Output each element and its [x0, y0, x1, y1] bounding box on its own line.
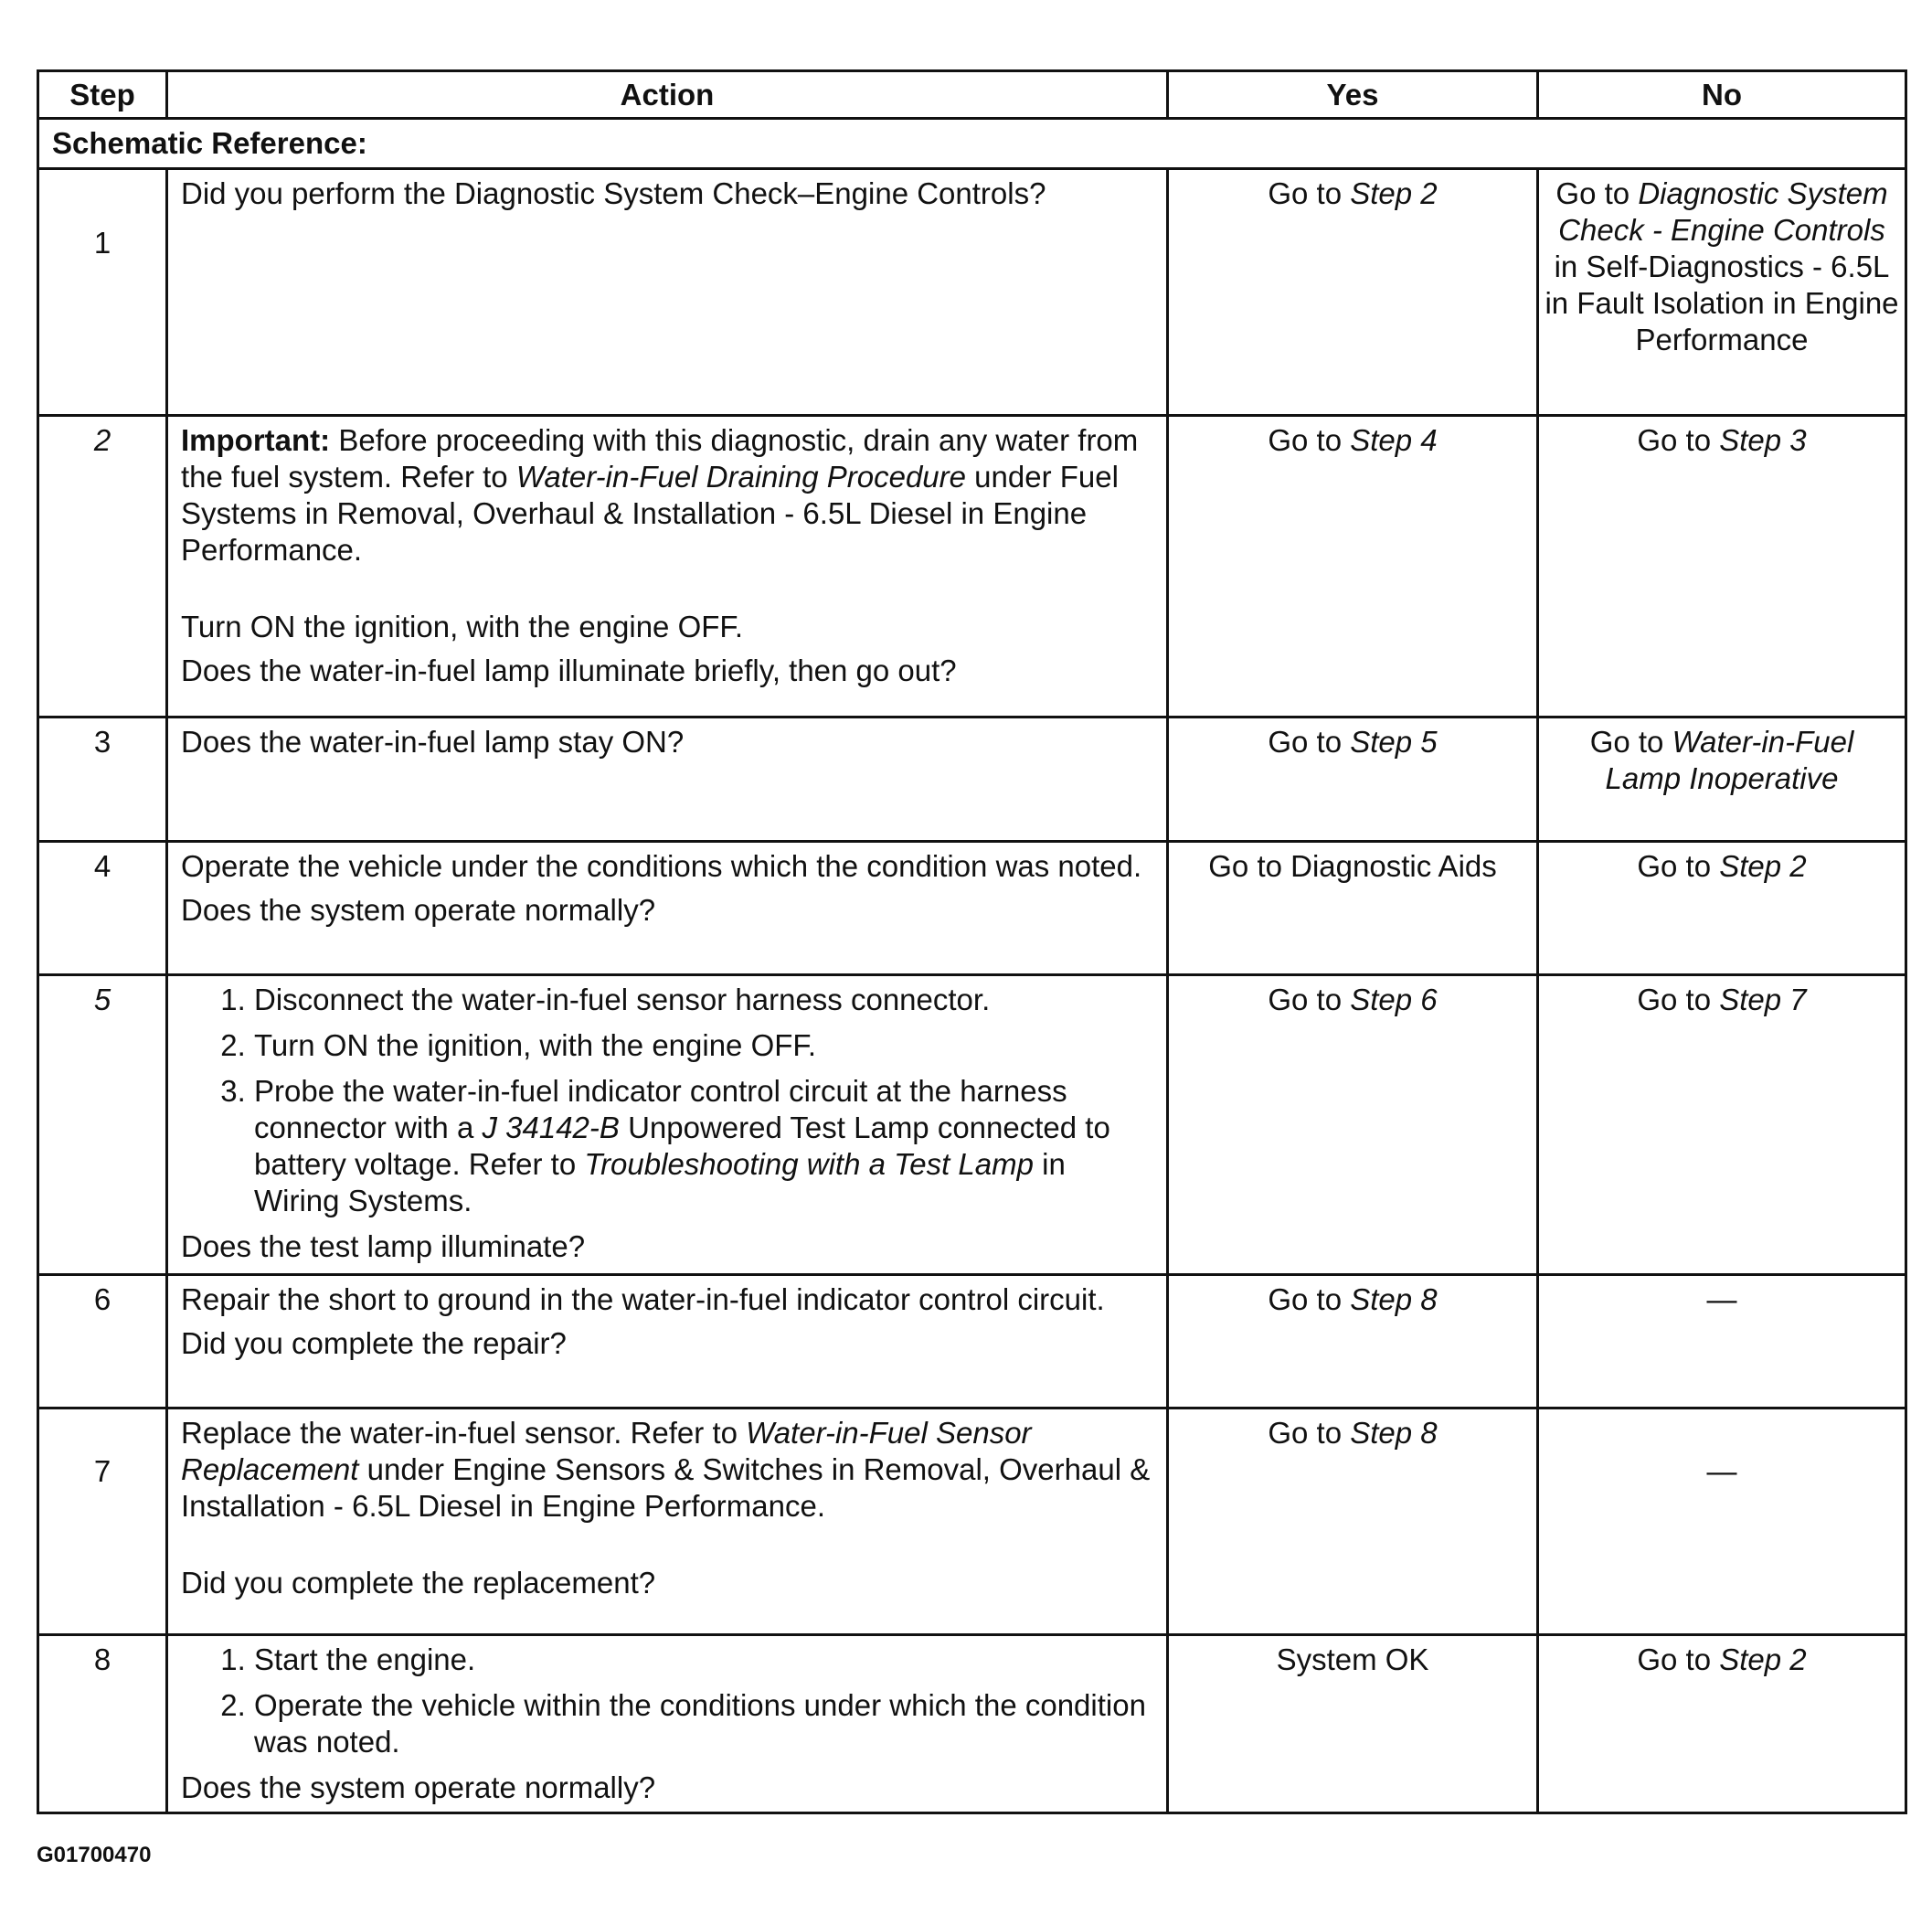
list-item-text: in Wiring Systems. [254, 1147, 1066, 1217]
yes-prefix: Go to [1268, 176, 1351, 210]
table-row [38, 1275, 1906, 1408]
no-dash: — [1706, 1454, 1737, 1488]
action-cell [167, 842, 1168, 975]
table-row [38, 975, 1906, 1275]
no-cell [1538, 718, 1906, 842]
list-item: 1. Disconnect the water-in-fuel sensor harness connector. [254, 982, 1153, 1018]
instruction-text-end: under Engine Sensors & Switches in Removal, Overhaul & Installation - 6.5L Diesel in Engine Performance. [181, 1452, 1151, 1523]
yes-link[interactable]: Step 6 [1350, 983, 1438, 1016]
yes-prefix: Go to [1268, 725, 1351, 759]
yes-link[interactable]: Step 5 [1350, 725, 1438, 759]
action-cell [167, 975, 1168, 1275]
yes-prefix: Go to [1268, 423, 1351, 457]
action-cell [167, 416, 1168, 718]
reference-link[interactable]: Water-in-Fuel Sensor Replacement [181, 1416, 1032, 1486]
yes-text: System OK [1276, 1642, 1429, 1676]
step-number: 8 [38, 1635, 167, 1813]
action-steps-list [181, 1642, 1153, 1760]
header-action: Action [167, 71, 1168, 119]
step-number: 3 [38, 718, 167, 842]
action-question: Did you complete the replacement? [181, 1566, 656, 1600]
yes-cell [1168, 169, 1538, 416]
yes-cell [1168, 975, 1538, 1275]
no-cell [1538, 1635, 1906, 1813]
yes-cell [1168, 1275, 1538, 1408]
no-cell [1538, 975, 1906, 1275]
no-prefix: Go to [1637, 423, 1720, 457]
no-cell [1538, 416, 1906, 718]
action-instruction: Repair the short to ground in the water-in-fuel indicator control circuit. [181, 1282, 1105, 1316]
no-cell [1538, 1408, 1906, 1635]
step-number: 7 [38, 1408, 167, 1635]
action-question: Does the water-in-fuel lamp stay ON? [181, 725, 685, 759]
action-cell [167, 1635, 1168, 1813]
no-link[interactable]: Diagnostic System Check - Engine Controls [1558, 176, 1888, 247]
step-number: 5 [38, 975, 167, 1275]
table-row [38, 416, 1906, 718]
action-cell [167, 718, 1168, 842]
list-item-text: Unpowered Test Lamp connected to battery voltage. Refer to [254, 1111, 1110, 1181]
no-cell [1538, 1275, 1906, 1408]
yes-prefix: Go to [1268, 983, 1351, 1016]
header-step: Step [38, 71, 167, 119]
diagnostic-table [37, 69, 1907, 1814]
action-steps-list [181, 982, 1153, 1219]
no-dash: — [1706, 1282, 1737, 1316]
yes-link[interactable]: Step 8 [1350, 1416, 1438, 1450]
reference-link[interactable]: Troubleshooting with a Test Lamp [584, 1147, 1034, 1181]
action-instruction: Operate the vehicle under the conditions which the condition was noted. [181, 849, 1142, 883]
yes-cell [1168, 416, 1538, 718]
no-link[interactable]: Step 2 [1719, 1642, 1807, 1676]
yes-prefix: Go to [1268, 1416, 1351, 1450]
yes-cell [1168, 842, 1538, 975]
no-link[interactable]: Step 2 [1719, 849, 1807, 883]
action-question: Did you complete the repair? [181, 1326, 567, 1360]
yes-text[interactable]: Go to Diagnostic Aids [1208, 849, 1497, 883]
figure-id: G01700470 [37, 1843, 152, 1867]
step-number: 4 [38, 842, 167, 975]
action-question: Does the system operate normally? [181, 1770, 656, 1804]
list-item: 2. Turn ON the ignition, with the engine OFF. [254, 1027, 1153, 1064]
yes-link[interactable]: Step 4 [1350, 423, 1438, 457]
yes-link[interactable]: Step 2 [1350, 176, 1438, 210]
yes-cell [1168, 1408, 1538, 1635]
no-prefix: Go to [1637, 849, 1720, 883]
header-yes: Yes [1168, 71, 1538, 119]
action-question: Does the water-in-fuel lamp illuminate briefly, then go out? [181, 654, 957, 687]
list-item-text: Probe the water-in-fuel indicator control circuit at the harness connector with a [254, 1074, 1067, 1144]
action-question: Does the system operate normally? [181, 893, 656, 927]
no-prefix: Go to [1637, 983, 1720, 1016]
yes-prefix: Go to [1268, 1282, 1351, 1316]
yes-cell [1168, 1635, 1538, 1813]
list-item [254, 1073, 1153, 1219]
action-cell [167, 169, 1168, 416]
action-cell [167, 1408, 1168, 1635]
list-item: 1. Start the engine. [254, 1642, 1153, 1678]
action-question: Does the test lamp illuminate? [181, 1229, 586, 1263]
no-prefix: Go to [1589, 725, 1672, 759]
no-prefix: Go to [1555, 176, 1639, 210]
header-no: No [1538, 71, 1906, 119]
no-cell [1538, 169, 1906, 416]
no-prefix: Go to [1637, 1642, 1720, 1676]
important-label: Important: [181, 423, 331, 457]
table-row [38, 1635, 1906, 1813]
yes-cell [1168, 718, 1538, 842]
action-text: Did you perform the Diagnostic System Check–Engine Controls? [181, 176, 1046, 210]
action-instruction: Turn ON the ignition, with the engine OFF. [181, 610, 744, 643]
no-suffix: in Self-Diagnostics - 6.5L in Fault Isolation in Engine Performance [1545, 250, 1899, 356]
action-cell [167, 1275, 1168, 1408]
table-row [38, 1408, 1906, 1635]
step-number: 2 [38, 416, 167, 718]
schematic-reference: Schematic Reference: [38, 119, 1906, 169]
table-row [38, 169, 1906, 416]
important-note [181, 422, 1153, 569]
important-link[interactable]: Water-in-Fuel Draining Procedure [515, 460, 966, 494]
tool-number: J 34142-B [482, 1111, 620, 1144]
header-row [38, 71, 1906, 119]
table-row [38, 842, 1906, 975]
important-text-end: under Fuel Systems in Removal, Overhaul & Installation - 6.5L Diesel in Engine Performance. [181, 460, 1119, 567]
no-link[interactable]: Water-in-Fuel Lamp Inoperative [1605, 725, 1854, 795]
table-row [38, 718, 1906, 842]
no-link[interactable]: Step 3 [1719, 423, 1807, 457]
no-cell [1538, 842, 1906, 975]
step-number: 6 [38, 1275, 167, 1408]
yes-link[interactable]: Step 8 [1350, 1282, 1438, 1316]
schematic-row [38, 119, 1906, 169]
step-number: 1 [38, 169, 167, 416]
action-instruction [181, 1415, 1153, 1525]
important-text: Before proceeding with this diagnostic, drain any water from the fuel system. Refer to [181, 423, 1139, 494]
list-item: 2. Operate the vehicle within the conditions under which the condition was noted. [254, 1687, 1153, 1760]
no-link[interactable]: Step 7 [1719, 983, 1807, 1016]
instruction-text: Replace the water-in-fuel sensor. Refer to [181, 1416, 747, 1450]
